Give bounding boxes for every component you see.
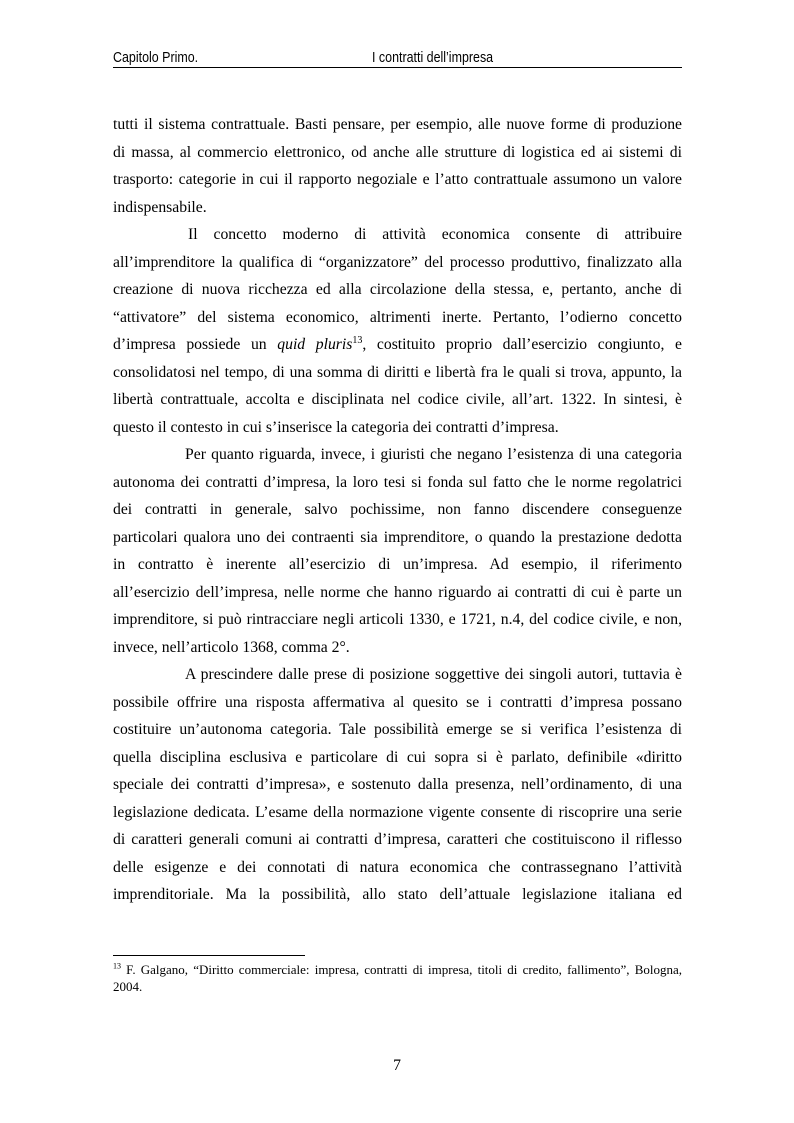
text-line: tutti il sistema contrattuale. Basti pensare, per esempio, alle nuove forme di produzione — [113, 116, 682, 133]
text-line: quella disciplina esclusiva e particolare di cui sopra si è parlato, definibile «diritto — [113, 748, 682, 766]
footnote-reference[interactable]: 13 — [352, 334, 363, 346]
text-line: delle esigenze e dei connotati di natura economica che contrassegnano l’attività — [113, 858, 682, 876]
paragraph — [113, 441, 682, 661]
text-line: indispensabile. — [113, 198, 207, 216]
text-line: speciale dei contratti d’impresa», e sostenuto dalla presenza, nell’ordinamento, di una — [113, 776, 682, 793]
text-line: Per quanto riguarda, invece, i giuristi che negano l’esistenza di una categoria — [185, 446, 682, 463]
text-line: particolari qualora uno dei contraenti sia imprenditore, o quando la prestazione dedotta — [113, 528, 682, 546]
text-line: di massa, al commercio elettronico, od anche alle strutture di logistica ed ai sistemi di — [113, 143, 682, 161]
text-line: consolidatosi nel tempo, di una somma di diritti e libertà fra le quali si trova, appunto, la — [113, 363, 682, 381]
paragraph — [113, 111, 682, 221]
text-line: imprenditore, si può rintracciare negli articoli 1330, e 1721, n.4, del codice civile, e non, — [113, 611, 682, 628]
text-line: autonoma dei contratti d’impresa, la loro tesi si fonda sul fatto che le norme regolatrici — [113, 473, 682, 491]
text-line: A prescindere dalle prese di posizione soggettive dei singoli autori, tuttavia è — [185, 666, 682, 683]
text-line: dei contratti in generale, salvo pochissime, non fanno discendere conseguenze — [113, 501, 682, 518]
text-line: invece, nell’articolo 1368, comma 2°. — [113, 638, 350, 656]
text-segment: d’impresa possiede un — [113, 336, 278, 353]
text-line — [113, 331, 682, 359]
text-line: questo il contesto in cui s’inserisce la categoria dei contratti d’impresa. — [113, 418, 559, 436]
text-line: “attivatore” del sistema economico, altrimenti inerte. Pertanto, l’odierno concetto — [113, 308, 682, 326]
text-line: imprenditoriale. Ma la possibilità, allo stato dell’attuale legislazione italiana ed — [113, 886, 682, 903]
text-line: trasporto: categorie in cui il rapporto negoziale e l’atto contrattuale assumono un valore — [113, 171, 682, 188]
footnote-line — [113, 961, 682, 978]
header-rule — [113, 67, 682, 68]
text-line: in contratto è inerente all’esercizio di un’impresa. Ad esempio, il riferimento — [113, 556, 682, 573]
footnote — [113, 961, 682, 995]
text-segment: , costituito proprio dall’esercizio congiunto, e — [362, 336, 682, 353]
body-text — [113, 111, 682, 909]
text-line: Il concetto moderno di attività economica consente di attribuire — [188, 226, 682, 243]
paragraph — [113, 661, 682, 909]
header-chapter: Capitolo Primo. — [113, 49, 199, 66]
text-line: all’esercizio dell’impresa, nelle norme che hanno riguardo ai contratti di cui è parte un — [113, 583, 682, 601]
text-line: libertà contrattuale, accolta e disciplinata nel codice civile, all’art. 1322. In sintesi, è — [113, 391, 682, 408]
italic-term: quid pluris — [277, 336, 353, 353]
page-number: 7 — [393, 1057, 401, 1074]
paragraph — [113, 221, 682, 441]
footnote-number: 13 — [113, 961, 121, 971]
footnote-rule — [113, 955, 305, 956]
footnote-line: 2004. — [113, 979, 143, 994]
header-title: I contratti dell’impresa — [372, 49, 494, 66]
footnote-text: F. Galgano, “Diritto commerciale: impresa, contratti di impresa, titoli di credito, fallimento”, Bologna, — [121, 962, 682, 977]
text-line: creazione di nuova ricchezza ed alla circolazione della stessa, e, pertanto, anche di — [113, 281, 682, 298]
text-line: legislazione dedicata. L’esame della normazione vigente consente di riscoprire una serie — [113, 803, 682, 821]
text-line: di caratteri generali comuni ai contratti d’impresa, caratteri che costituiscono il riflesso — [113, 831, 682, 848]
text-line: costituire un’autonoma categoria. Tale possibilità emerge se si verifica l’esistenza di — [113, 721, 682, 738]
text-line: all’imprenditore la qualifica di “organizzatore” del processo produttivo, finalizzato alla — [113, 253, 682, 271]
text-line: possibile offrire una risposta affermativa al quesito se i contratti d’impresa possano — [113, 693, 682, 711]
